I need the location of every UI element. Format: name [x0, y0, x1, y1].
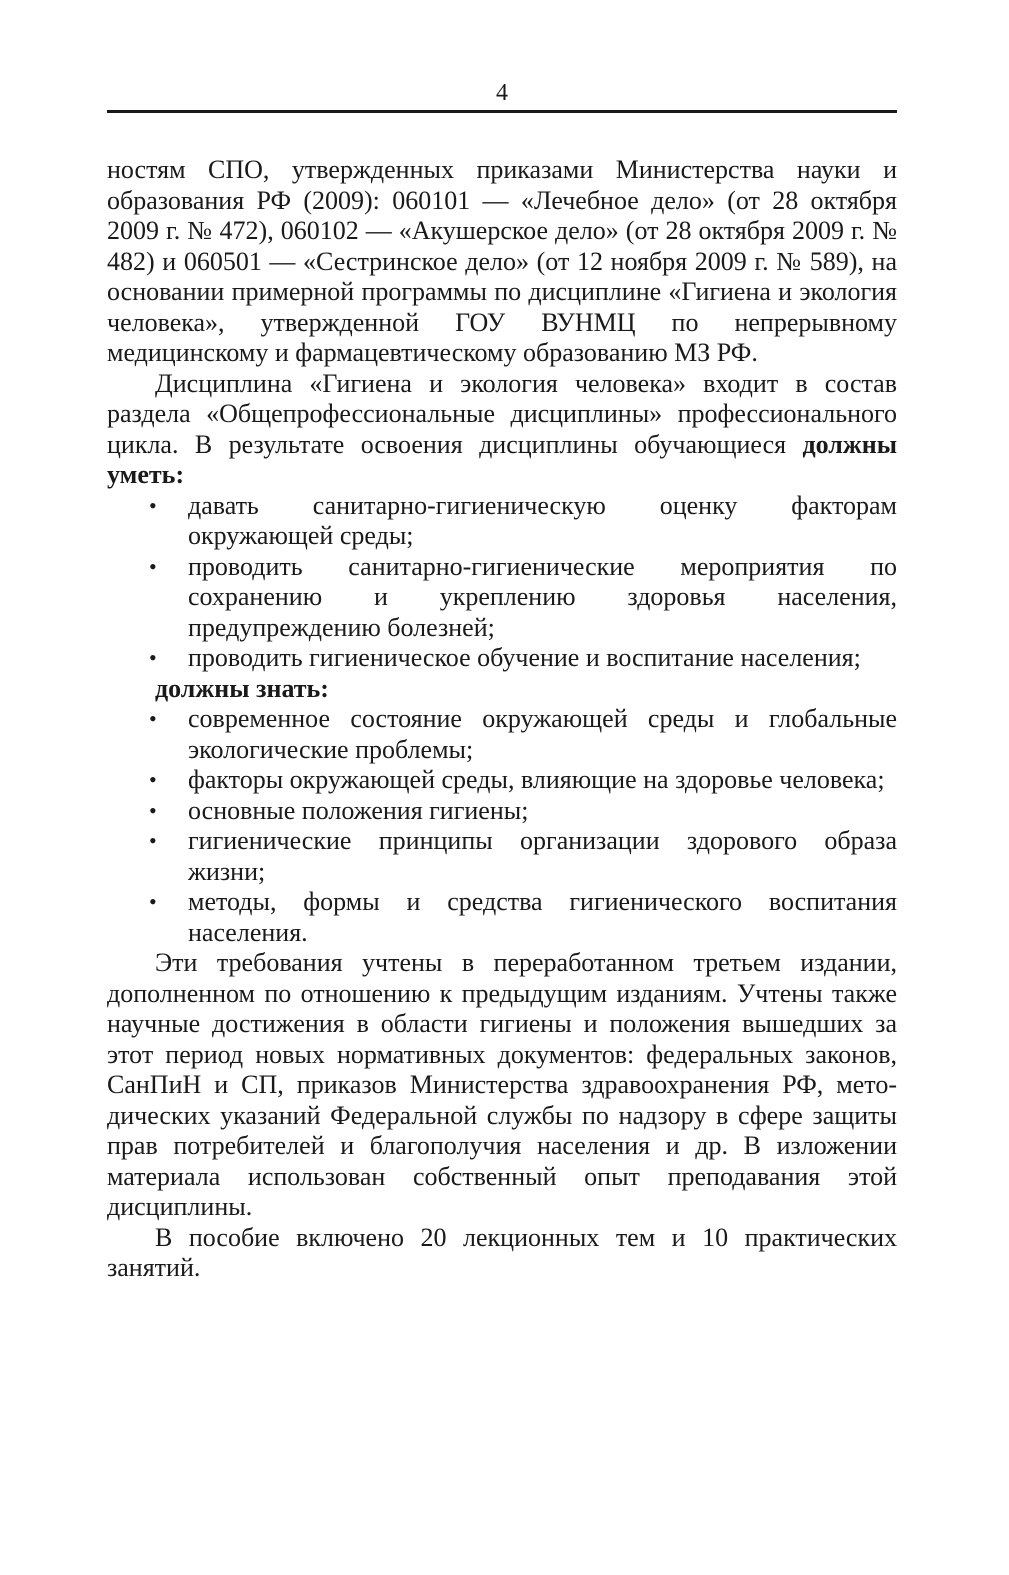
list-item	[107, 765, 897, 796]
bullet-icon: •	[149, 889, 157, 914]
bullet-icon: •	[149, 797, 157, 823]
skills-heading-colon: :	[175, 460, 185, 489]
paragraph-edition: Эти требования учтены в переработанном третьем издании, дополненном по отношению к предыдущим изданиям. Учтены также научные достижения в области гигиены и положения вышедших за этот период новых нормативных документов: федеральных законов, СанПиН и СП, приказов Министерства здравоохранения РФ, методических указаний Федеральной службы по надзору в сфере защиты прав потребителей и благополучия населения и др. В изложении материала использован собственный опыт преподавания этой дисциплины.	[107, 948, 897, 1221]
paragraph-discipline-text: Дисциплина «Гигиена и экология человека» входит в состав раздела «Общепрофессиональные дисциплины» профессионального цикла. В результате освоения дисциплины обучающиеся	[107, 368, 897, 459]
bullet-icon: •	[149, 767, 157, 792]
paragraph-discipline	[107, 369, 897, 491]
page-number: 4	[496, 80, 508, 106]
list-item	[107, 826, 897, 887]
list-item	[107, 796, 897, 827]
list-item	[107, 643, 897, 674]
list-item	[107, 491, 897, 552]
list-item	[107, 704, 897, 765]
paragraph-contents: В пособие включено 20 лекционных тем и 10 практических занятий.	[107, 1222, 897, 1282]
list-item	[107, 552, 897, 644]
skills-list	[107, 491, 897, 674]
knowledge-heading: должны знать:	[155, 673, 329, 703]
paragraph-continuation: ностям СПО, утвержденных приказами Министерства науки и образования РФ (2009): 060101 — «Лечебное дело» (от 28 октября 2009 г. № 472), 060102 — «Акушерское дело» (от 28 октября 2009 г. № 482) и 060501 — «Сестринское дело» (от 12 ноября 2009 г. № 589), на основании примерной программы по дисциплине «Гигиена и экология человека», утвержденной ГОУ ВУНМЦ по непрерывному медицинскому и фармацевтическому образованию МЗ РФ.	[107, 155, 897, 367]
knowledge-list	[107, 704, 897, 948]
list-item-text: факторы окружающей среды, влияющие на здоровье человека;	[188, 765, 885, 794]
list-item-text: основные положения гигиены;	[188, 795, 529, 825]
list-item-text: давать санитарно-гигиеническую оценку факторам окружающей среды;	[188, 490, 897, 550]
list-item-text: современное состояние окружающей среды и глобальные экологические проблемы;	[188, 704, 897, 764]
document-page	[107, 80, 897, 1284]
bullet-icon: •	[149, 828, 157, 853]
bullet-icon: •	[149, 553, 157, 579]
skills-heading: должны уметь	[107, 429, 897, 489]
list-item-text: проводить гигиеническое обучение и воспитание населения;	[188, 643, 861, 672]
bullet-icon: •	[149, 706, 157, 731]
page-body	[107, 155, 897, 1284]
list-item	[107, 887, 897, 948]
bullet-icon: •	[149, 492, 157, 518]
bullet-icon: •	[149, 645, 157, 670]
list-item-text: проводить санитарно-гигиенические мероприятия по сохранению и укреплению здоровья населения, предупреждению болезней;	[188, 551, 897, 642]
header-rule	[107, 110, 897, 113]
list-item-text: методы, формы и средства гигиенического воспитания населения.	[188, 887, 897, 947]
list-item-text: гигиенические принципы организации здорового образа жизни;	[188, 826, 897, 886]
